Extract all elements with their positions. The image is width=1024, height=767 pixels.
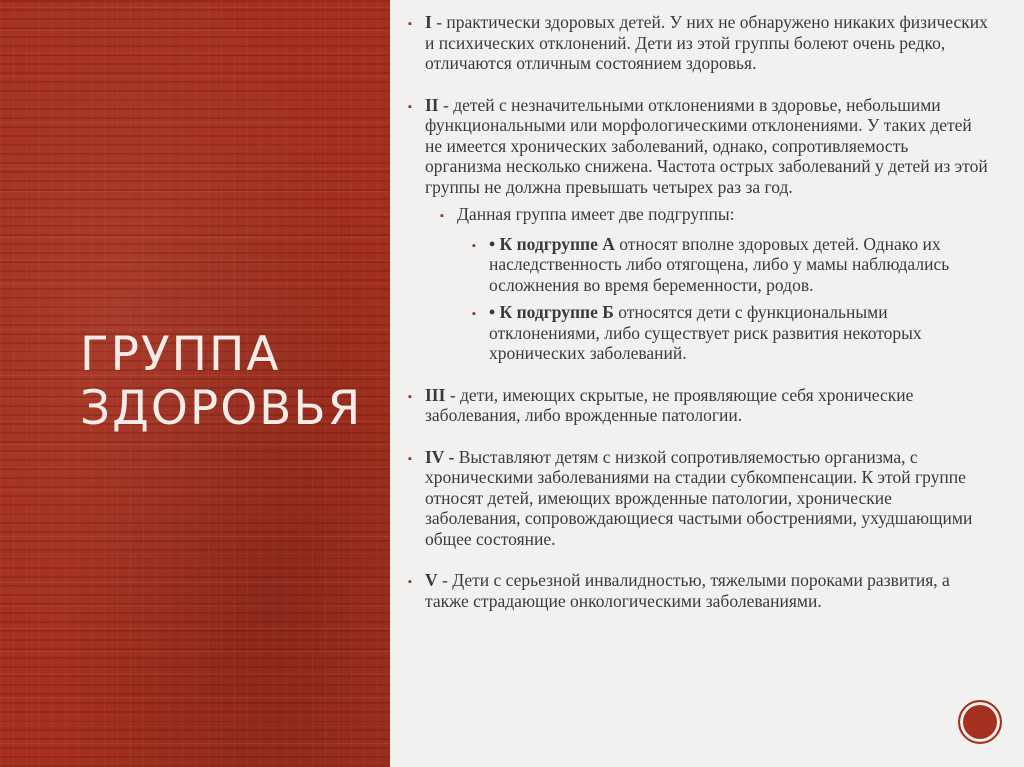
subgroup-text: относят вполне здоровых детей. Однако их наследственность либо отягощена, либо у мамы наблюдались осложнения во время беременности, родов. xyxy=(489,233,950,295)
subgroup-label: • К подгруппе А xyxy=(489,233,615,254)
bullet-icon: ▪ xyxy=(408,576,412,588)
bullet-icon: ▪ xyxy=(440,210,444,222)
health-group-1 xyxy=(400,12,988,74)
bullet-icon: ▪ xyxy=(408,452,412,465)
group-label: IV - xyxy=(425,446,455,467)
bullet-icon: ▪ xyxy=(472,239,476,252)
slide-title-line-1: ГРУППА xyxy=(80,327,281,382)
group-label: II xyxy=(425,94,439,115)
subgroup-a xyxy=(400,234,988,296)
group-text: - практически здоровых детей. У них не обнаружено никаких физических и психических отклонений. Дети из этой группы болеют очень редко, отличаются отличным состоянием здоровья. xyxy=(425,12,988,73)
subgroup-label: • К подгруппе Б xyxy=(489,302,614,322)
group-label: I xyxy=(425,12,432,32)
subgroup-intro-text: Данная группа имеет две подгруппы: xyxy=(457,204,735,224)
subgroup-b xyxy=(400,302,988,364)
slide-title xyxy=(80,328,362,436)
bullet-icon: ▪ xyxy=(472,308,476,320)
title-panel xyxy=(0,0,390,767)
group-label: V xyxy=(425,570,438,590)
content-area xyxy=(400,12,988,611)
health-group-3 xyxy=(400,385,988,426)
slide-title-line-2: ЗДОРОВЬЯ xyxy=(80,381,363,436)
bullet-icon: ▪ xyxy=(408,390,412,403)
subgroup-text: относятся дети с функциональными отклонениями, либо существует риск развития некоторых хронических заболеваний. xyxy=(489,302,922,363)
group-text: - дети, имеющих скрытые, не проявляющие себя хронические заболевания, либо врожденные патологии. xyxy=(425,384,914,425)
group-text: - Дети с серьезной инвалидностью, тяжелыми пороками развития, а также страдающие онкологическими заболеваниями. xyxy=(425,570,950,611)
group-text: - детей с незначительными отклонениями в здоровье, небольшими функциональными или морфологическими отклонениями. У таких детей не имеется хронических заболеваний, однако, сопротивляемость организма несколько снижена. Частота острых заболеваний у детей из этой группы не должна превышать четырех раз за год. xyxy=(425,94,988,197)
health-group-4 xyxy=(400,447,988,550)
group-text: Выставляют детям с низкой сопротивляемостью организма, с хроническими заболеваниями на стадии субкомпенсации. К этой группе относят детей, имеющих врожденные патологии, хронические заболевания, сопровождающиеся частыми обострениями, ухудшающими общее состояние. xyxy=(425,446,973,549)
health-group-2 xyxy=(400,95,988,198)
group-label: III xyxy=(425,384,446,405)
circle-logo-icon xyxy=(958,700,1002,744)
bullet-icon: ▪ xyxy=(408,18,412,30)
bullet-icon: ▪ xyxy=(408,100,412,113)
health-group-5 xyxy=(400,570,988,611)
subgroup-intro xyxy=(400,204,988,225)
